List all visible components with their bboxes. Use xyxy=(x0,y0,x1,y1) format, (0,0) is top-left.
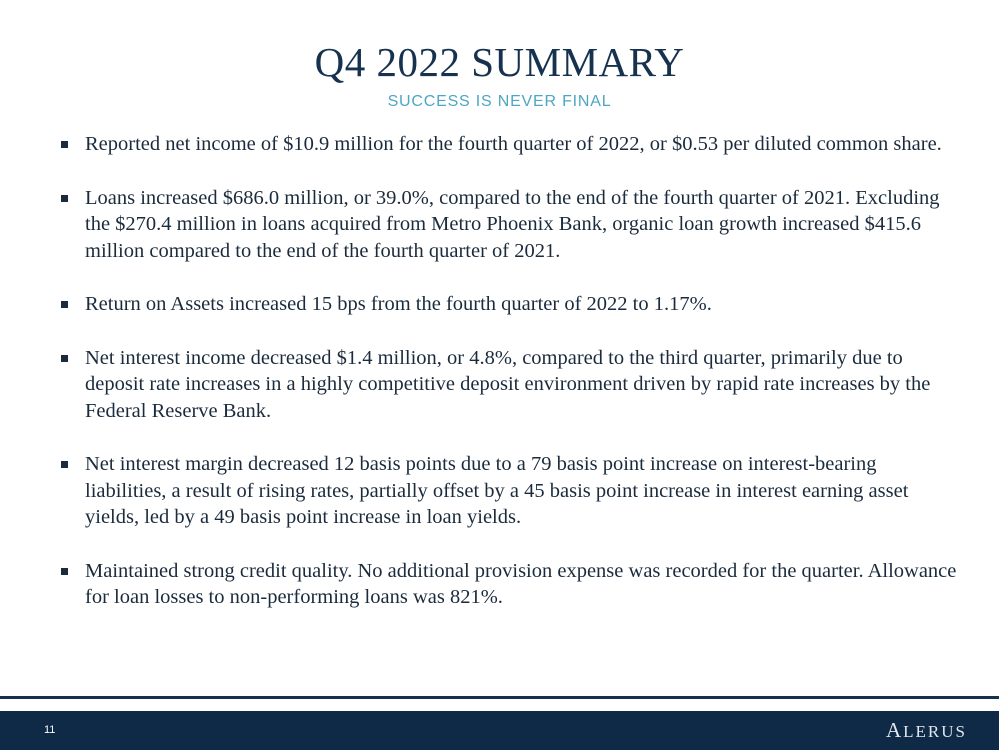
page-title: Q4 2022 SUMMARY xyxy=(314,39,685,85)
bullet-item xyxy=(57,451,957,531)
footer-bar xyxy=(0,711,999,750)
bullet-item xyxy=(57,345,957,425)
bullet-item xyxy=(57,131,957,158)
square-bullet-icon xyxy=(61,461,68,468)
bullet-item xyxy=(57,558,957,611)
bullet-text: Net interest margin decreased 12 basis points due to a 79 basis point increase on interest-bearing liabilities, a result of rising rates, partially offset by a 45 basis point increase in interest earning asset yields, led by a 49 basis point increase in loan yields. xyxy=(85,453,909,528)
bullet-item xyxy=(57,185,957,265)
bullet-text: Return on Assets increased 15 bps from the fourth quarter of 2022 to 1.17%. xyxy=(85,293,712,315)
square-bullet-icon xyxy=(61,195,68,202)
bullet-text: Net interest income decreased $1.4 million, or 4.8%, compared to the third quarter, primarily due to deposit rate increases in a highly competitive deposit environment driven by rapid rate increases by the Federal Reserve Bank. xyxy=(85,346,931,422)
square-bullet-icon xyxy=(61,301,68,308)
footer-divider xyxy=(0,696,999,699)
square-bullet-icon xyxy=(61,568,68,575)
alerus-logo: ALERUS xyxy=(885,718,967,742)
bullet-text: Maintained strong credit quality. No additional provision expense was recorded for the quarter. Allowance for loan losses to non-performing loans was 821%. xyxy=(85,559,957,608)
bullet-item xyxy=(57,291,957,318)
page-number: 11 xyxy=(44,724,56,736)
bullet-text: Reported net income of $10.9 million for the fourth quarter of 2022, or $0.53 per diluted common share. xyxy=(85,133,942,155)
page-subtitle: SUCCESS IS NEVER FINAL xyxy=(387,93,612,110)
bullet-text: Loans increased $686.0 million, or 39.0%, compared to the end of the fourth quarter of 2021. Excluding the $270.4 million in loans acquired from Metro Phoenix Bank, organic loan growth increased $415.6 million compared to the end of the fourth quarter of 2021. xyxy=(85,186,940,262)
square-bullet-icon xyxy=(61,355,68,362)
square-bullet-icon xyxy=(61,141,68,148)
bullet-list xyxy=(57,131,957,638)
